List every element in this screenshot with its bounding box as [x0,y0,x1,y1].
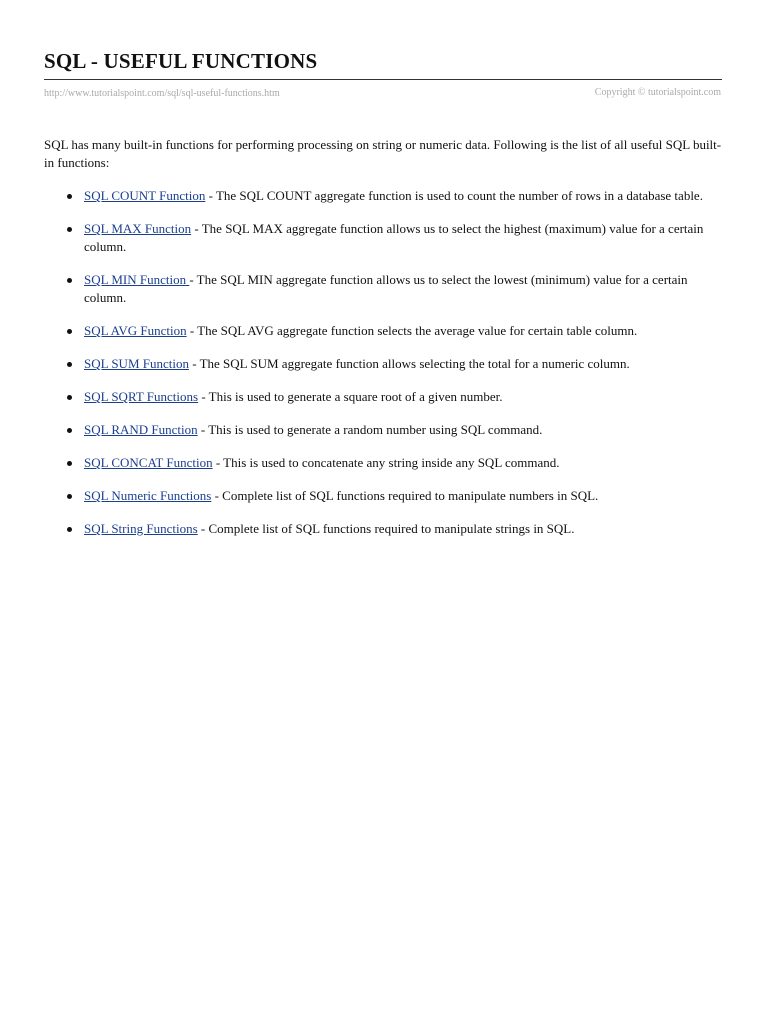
link-sql-sqrt-functions[interactable]: SQL SQRT Functions [84,389,199,404]
item-description: - Complete list of SQL functions required to manipulate numbers in SQL. [211,488,599,503]
item-description: - The SQL MAX aggregate function allows us to select the highest (maximum) value for a certain column. [84,221,704,254]
list-item [64,520,724,538]
intro-paragraph: SQL has many built-in functions for performing processing on string or numeric data. Following is the list of all useful SQL built-in functions: [44,137,722,170]
list-item [64,220,724,256]
functions-list [64,187,724,553]
link-sql-sum-function[interactable]: SQL SUM Function [84,356,189,371]
bullet-icon [67,461,72,466]
link-sql-string-functions[interactable]: SQL String Functions [84,521,198,536]
list-item [64,487,724,505]
bullet-icon [67,362,72,367]
list-item [64,388,724,406]
bullet-icon [67,494,72,499]
item-description: - This is used to concatenate any string inside any SQL command. [212,455,560,470]
bullet-icon [67,395,72,400]
copyright-notice: Copyright © tutorialspoint.com [594,87,721,98]
title-divider [44,79,722,80]
bullet-icon [67,329,72,334]
list-item [64,454,724,472]
item-description: - The SQL COUNT aggregate function is used to count the number of rows in a database table. [205,188,703,203]
bullet-icon [67,527,72,532]
list-item [64,187,724,205]
item-description: - The SQL SUM aggregate function allows selecting the total for a numeric column. [188,356,630,371]
list-item [64,271,724,307]
link-sql-min-function[interactable]: SQL MIN Function [84,272,190,287]
link-sql-avg-function[interactable]: SQL AVG Function [84,323,187,338]
bullet-icon [67,194,72,199]
list-item [64,355,724,373]
link-sql-numeric-functions[interactable]: SQL Numeric Functions [84,488,212,503]
link-sql-count-function[interactable]: SQL COUNT Function [84,188,206,203]
item-description: - This is used to generate a square root of a given number. [198,389,503,404]
list-item [64,421,724,439]
bullet-icon [67,278,72,283]
item-description: - Complete list of SQL functions required to manipulate strings in SQL. [197,521,575,536]
source-url: http://www.tutorialspoint.com/sql/sql-useful-functions.htm [44,88,280,99]
link-sql-max-function[interactable]: SQL MAX Function [84,221,192,236]
item-description: - This is used to generate a random number using SQL command. [197,422,543,437]
page-title: SQL - USEFUL FUNCTIONS [44,49,318,73]
item-description: - The SQL AVG aggregate function selects the average value for certain table column. [186,323,638,338]
link-sql-concat-function[interactable]: SQL CONCAT Function [84,455,213,470]
link-sql-rand-function[interactable]: SQL RAND Function [84,422,198,437]
list-item [64,322,724,340]
item-description: - The SQL MIN aggregate function allows us to select the lowest (minimum) value for a certain column. [84,272,688,305]
bullet-icon [67,227,72,232]
bullet-icon [67,428,72,433]
